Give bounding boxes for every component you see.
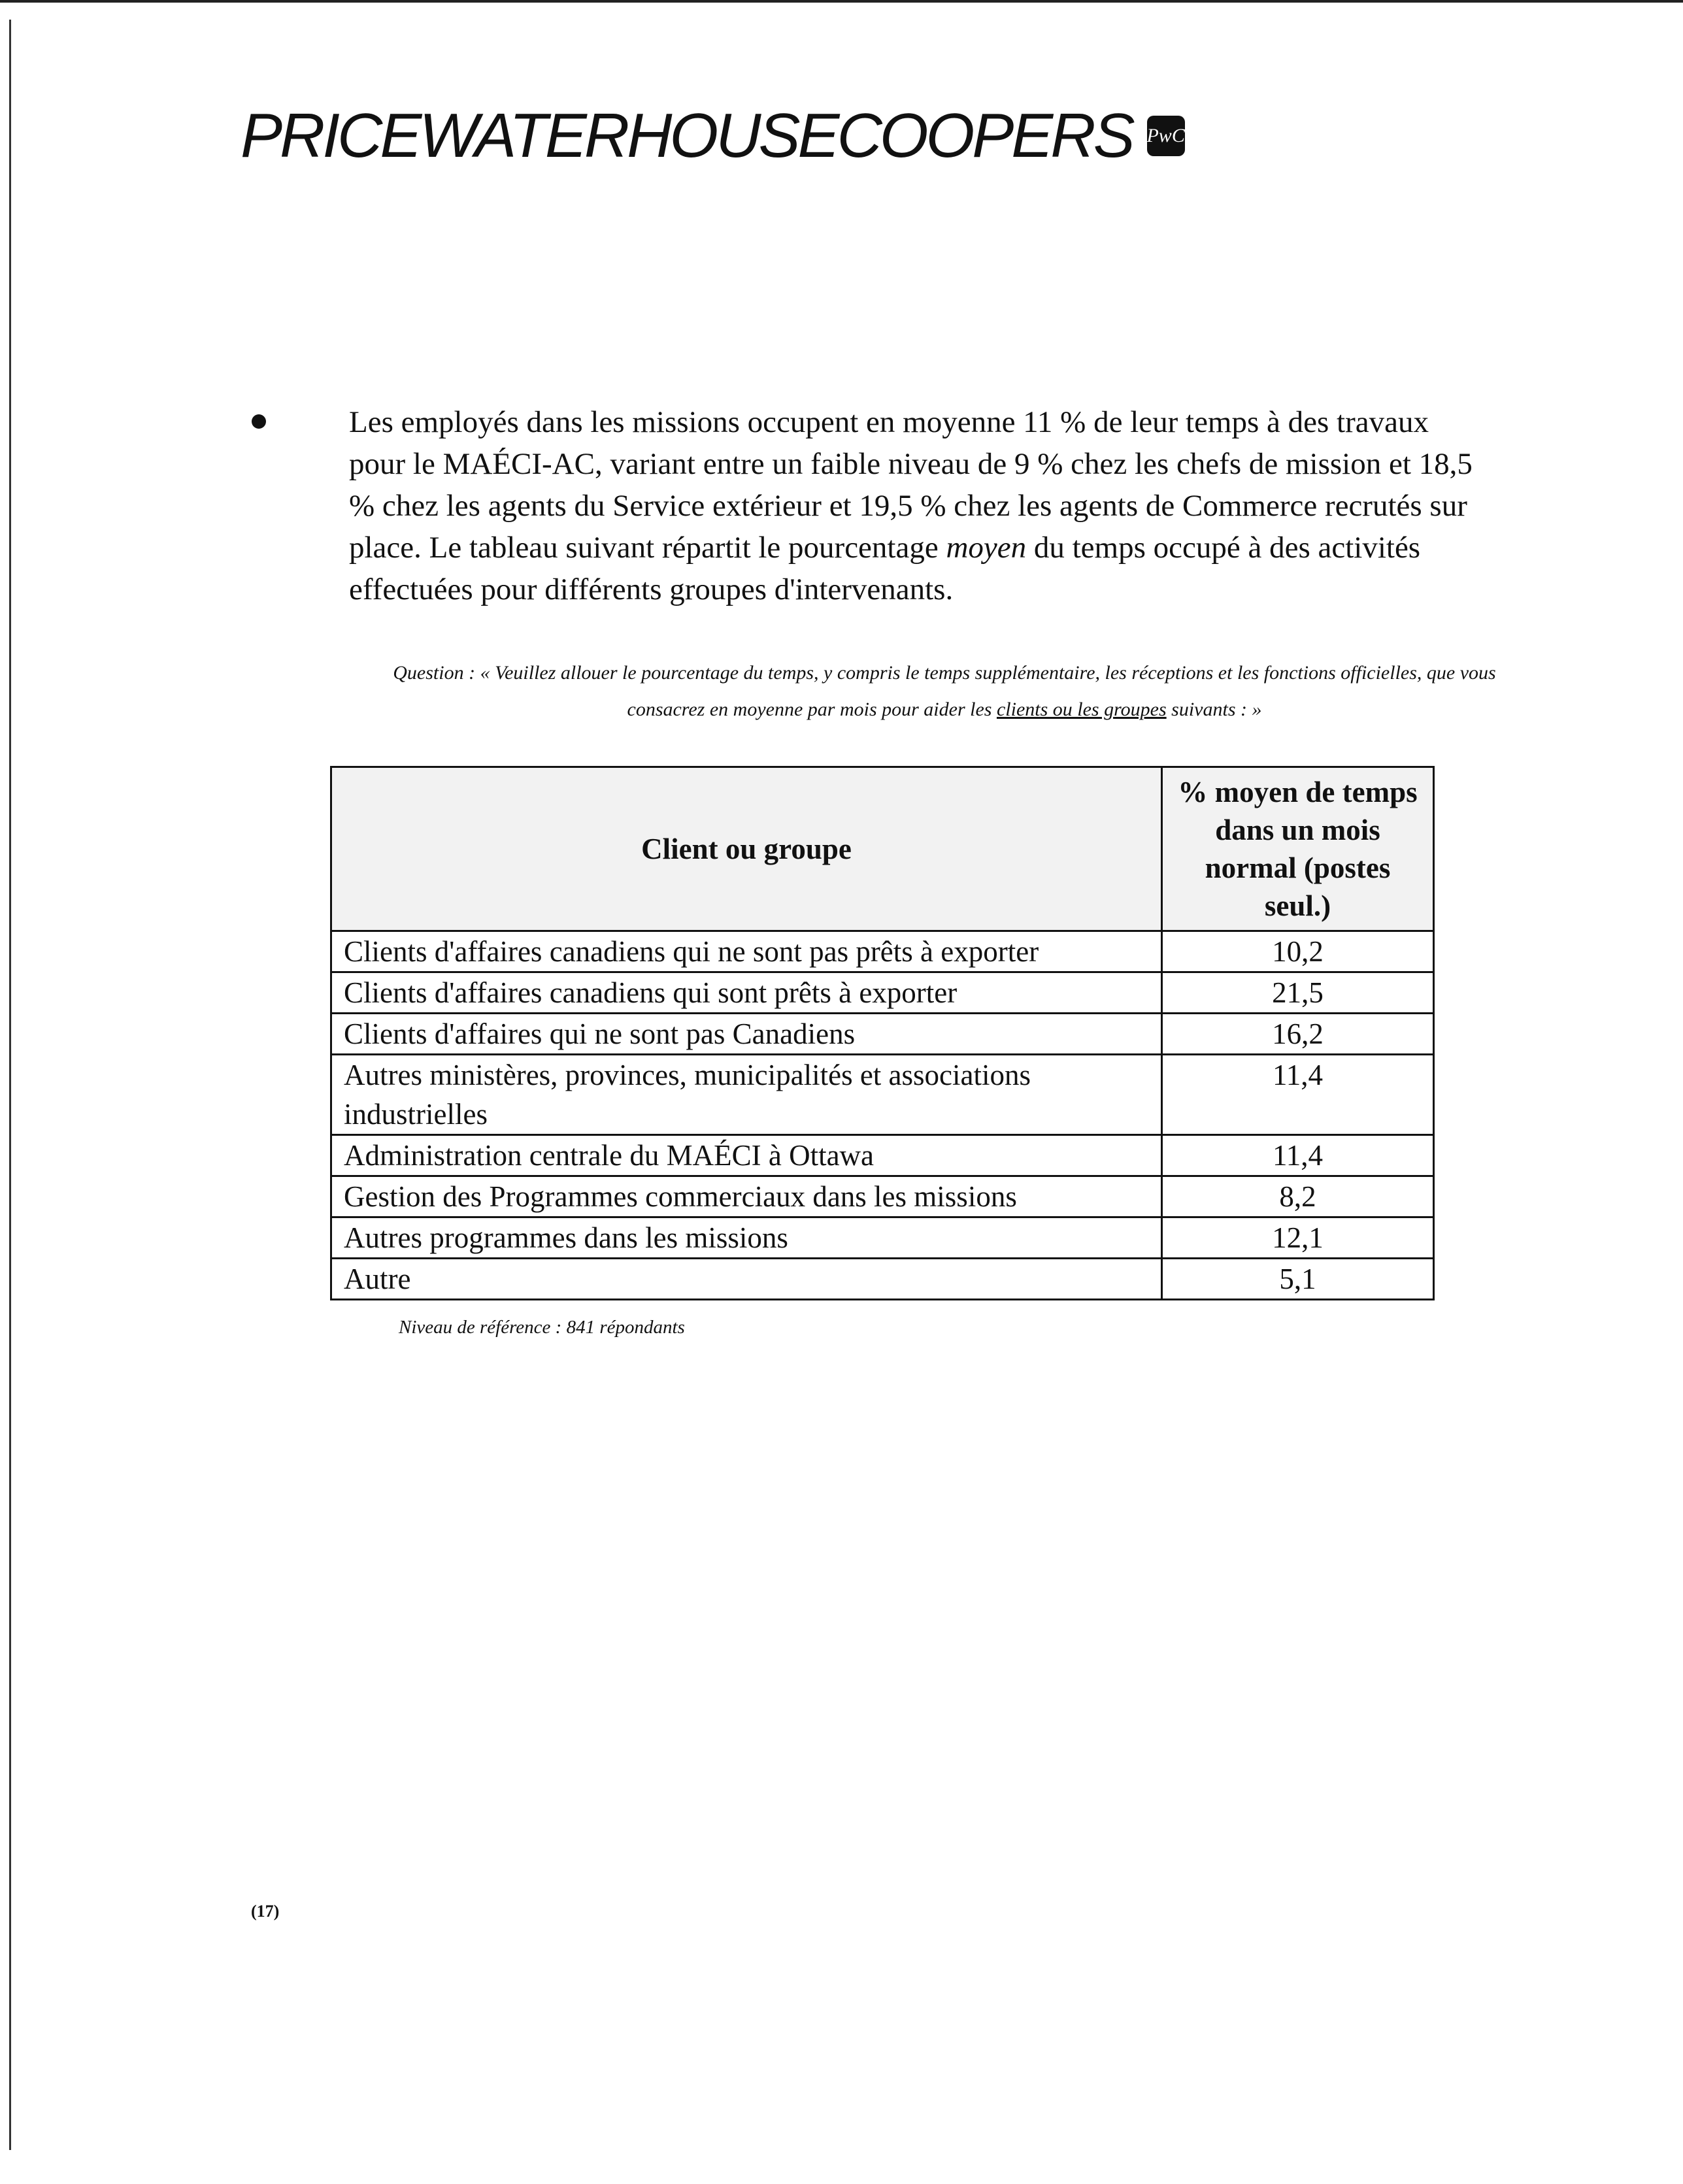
question-prefix: Question : « Veuillez allouer le pourcentage du temps, y compris le temps supplémentaire, les réceptions et les fonctions officielles, que vous consacrez en moyenne par mois pour aider les (393, 662, 1496, 720)
table-row (331, 972, 1434, 1014)
scan-edge-top (0, 0, 1683, 3)
row-label: Gestion des Programmes commerciaux dans les missions (331, 1176, 1162, 1217)
table-row (331, 1014, 1434, 1055)
company-logo (241, 101, 1185, 171)
table-row (331, 1259, 1434, 1300)
row-value: 11,4 (1162, 1135, 1434, 1176)
header-client-group: Client ou groupe (331, 767, 1162, 931)
bullet-text-end: du temps occupé à des activités effectuées pour différents groupes d'intervenants. (349, 531, 1421, 606)
row-label: Clients d'affaires qui ne sont pas Canadiens (331, 1014, 1162, 1055)
row-value: 12,1 (1162, 1217, 1434, 1259)
table-row (331, 1176, 1434, 1217)
bullet-text-main: Les employés dans les missions occupent en moyenne 11 % de leur temps à des travaux pour le MAÉCI-AC, variant entre un faible niveau de 9 % chez les chefs de mission et 18,5 % chez les agents du Service extérieur et 19,5 % chez les agents de Commerce recrutés sur place. Le tableau suivant répartit le pourcentage (349, 405, 1473, 565)
bullet-paragraph (349, 401, 1473, 610)
table-row (331, 931, 1434, 972)
results-table (330, 766, 1435, 1300)
table-header-row (331, 767, 1434, 931)
row-label: Clients d'affaires canadiens qui ne sont pas prêts à exporter (331, 931, 1162, 972)
reference-note: Niveau de référence : 841 répondants (399, 1317, 685, 1338)
row-label: Autres ministères, provinces, municipalités et associations industrielles (331, 1055, 1162, 1135)
table-row (331, 1135, 1434, 1176)
row-value: 8,2 (1162, 1176, 1434, 1217)
bullet-text-emphasis: moyen (946, 531, 1027, 565)
logo-seal-icon: PwC (1147, 116, 1185, 156)
logo-wordmark: PRICEWATERHOUSECOOPERS (241, 101, 1133, 171)
table-row (331, 1055, 1434, 1135)
page-number: (17) (251, 1902, 280, 1921)
row-label: Autre (331, 1259, 1162, 1300)
row-label: Autres programmes dans les missions (331, 1217, 1162, 1259)
table-row (331, 1217, 1434, 1259)
row-value: 16,2 (1162, 1014, 1434, 1055)
question-underlined: clients ou les groupes (996, 699, 1167, 720)
row-label: Clients d'affaires canadiens qui sont prêts à exporter (331, 972, 1162, 1014)
question-suffix: suivants : » (1171, 699, 1262, 720)
header-average-percent: % moyen de temps dans un mois normal (postes seul.) (1162, 767, 1434, 931)
row-value: 10,2 (1162, 931, 1434, 972)
row-label: Administration centrale du MAÉCI à Ottawa (331, 1135, 1162, 1176)
bullet-icon (252, 414, 266, 429)
row-value: 11,4 (1162, 1055, 1434, 1135)
row-value: 21,5 (1162, 972, 1434, 1014)
row-value: 5,1 (1162, 1259, 1434, 1300)
survey-question (392, 655, 1497, 728)
scan-edge-left (9, 20, 11, 2150)
